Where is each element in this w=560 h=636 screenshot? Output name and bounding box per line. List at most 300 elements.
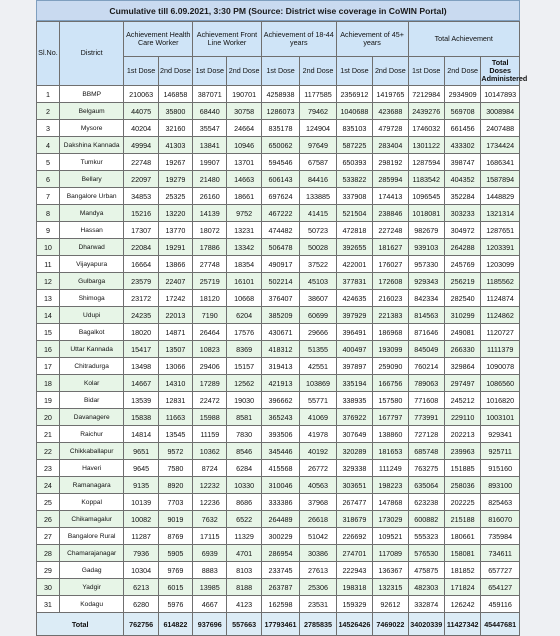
sl-no-cell: 3 bbox=[37, 120, 60, 137]
total-value-cell: 17793461 bbox=[261, 613, 300, 636]
value-cell: 13066 bbox=[158, 358, 192, 375]
value-cell: 41978 bbox=[300, 426, 336, 443]
value-cell: 10304 bbox=[124, 562, 158, 579]
value-cell: 226692 bbox=[336, 528, 372, 545]
value-cell: 8769 bbox=[158, 528, 192, 545]
value-cell: 424635 bbox=[336, 290, 372, 307]
value-cell: 4123 bbox=[227, 596, 261, 613]
value-cell: 929343 bbox=[408, 273, 444, 290]
value-cell: 594546 bbox=[261, 154, 300, 171]
value-cell: 871646 bbox=[408, 324, 444, 341]
value-cell: 202213 bbox=[444, 426, 480, 443]
value-cell: 25325 bbox=[158, 188, 192, 205]
value-cell: 44075 bbox=[124, 103, 158, 120]
table-row bbox=[37, 137, 520, 154]
value-cell: 404352 bbox=[444, 171, 480, 188]
header-dose2: 2nd Dose bbox=[300, 57, 336, 86]
value-cell: 337908 bbox=[336, 188, 372, 205]
value-cell: 482303 bbox=[408, 579, 444, 596]
value-cell: 773991 bbox=[408, 409, 444, 426]
value-cell: 45103 bbox=[300, 273, 336, 290]
value-cell: 335194 bbox=[336, 375, 372, 392]
value-cell: 22013 bbox=[158, 307, 192, 324]
value-cell: 13701 bbox=[227, 154, 261, 171]
header-dose1: 1st Dose bbox=[124, 57, 158, 86]
value-cell: 162598 bbox=[261, 596, 300, 613]
value-cell: 459116 bbox=[481, 596, 520, 613]
value-cell: 15838 bbox=[124, 409, 158, 426]
value-cell: 8188 bbox=[227, 579, 261, 596]
value-cell: 825463 bbox=[481, 494, 520, 511]
value-cell: 606143 bbox=[261, 171, 300, 188]
sl-no-cell: 13 bbox=[37, 290, 60, 307]
value-cell: 190701 bbox=[227, 86, 261, 103]
value-cell: 167797 bbox=[373, 409, 408, 426]
value-cell: 915160 bbox=[481, 460, 520, 477]
value-cell: 398747 bbox=[444, 154, 480, 171]
district-cell: Belgaum bbox=[59, 103, 124, 120]
table-row bbox=[37, 511, 520, 528]
sl-no-cell: 24 bbox=[37, 477, 60, 494]
value-cell: 1003101 bbox=[481, 409, 520, 426]
value-cell: 1287651 bbox=[481, 222, 520, 239]
value-cell: 2407488 bbox=[481, 120, 520, 137]
value-cell: 229110 bbox=[444, 409, 480, 426]
value-cell: 24664 bbox=[227, 120, 261, 137]
value-cell: 467222 bbox=[261, 205, 300, 222]
value-cell: 842334 bbox=[408, 290, 444, 307]
value-cell: 22748 bbox=[124, 154, 158, 171]
district-cell: Gadag bbox=[59, 562, 124, 579]
value-cell: 1287594 bbox=[408, 154, 444, 171]
table-row bbox=[37, 222, 520, 239]
value-cell: 23172 bbox=[124, 290, 158, 307]
district-cell: Davanagere bbox=[59, 409, 124, 426]
value-cell: 132315 bbox=[373, 579, 408, 596]
value-cell: 68440 bbox=[193, 103, 227, 120]
value-cell: 146858 bbox=[158, 86, 192, 103]
table-row bbox=[37, 324, 520, 341]
district-cell: Chikamagalur bbox=[59, 511, 124, 528]
table-row bbox=[37, 171, 520, 188]
value-cell: 37968 bbox=[300, 494, 336, 511]
value-cell: 198223 bbox=[373, 477, 408, 494]
value-cell: 10147893 bbox=[481, 86, 520, 103]
value-cell: 19907 bbox=[193, 154, 227, 171]
total-value-cell: 2785835 bbox=[300, 613, 336, 636]
value-cell: 18020 bbox=[124, 324, 158, 341]
value-cell: 12831 bbox=[158, 392, 192, 409]
table-row bbox=[37, 154, 520, 171]
value-cell: 136367 bbox=[373, 562, 408, 579]
sl-no-cell: 15 bbox=[37, 324, 60, 341]
value-cell: 21480 bbox=[193, 171, 227, 188]
value-cell: 22407 bbox=[158, 273, 192, 290]
value-cell: 171824 bbox=[444, 579, 480, 596]
value-cell: 55771 bbox=[300, 392, 336, 409]
value-cell: 51042 bbox=[300, 528, 336, 545]
value-cell: 245769 bbox=[444, 256, 480, 273]
district-cell: Mysore bbox=[59, 120, 124, 137]
value-cell: 27613 bbox=[300, 562, 336, 579]
table-row bbox=[37, 409, 520, 426]
value-cell: 318679 bbox=[336, 511, 372, 528]
value-cell: 10823 bbox=[193, 341, 227, 358]
value-cell: 3008984 bbox=[481, 103, 520, 120]
value-cell: 176027 bbox=[373, 256, 408, 273]
value-cell: 735984 bbox=[481, 528, 520, 545]
value-cell: 14663 bbox=[227, 171, 261, 188]
value-cell: 181852 bbox=[444, 562, 480, 579]
value-cell: 9135 bbox=[124, 477, 158, 494]
value-cell: 193099 bbox=[373, 341, 408, 358]
value-cell: 14667 bbox=[124, 375, 158, 392]
value-cell: 49994 bbox=[124, 137, 158, 154]
district-cell: Bangalore Urban bbox=[59, 188, 124, 205]
district-cell: Kolar bbox=[59, 375, 124, 392]
sl-no-cell: 17 bbox=[37, 358, 60, 375]
value-cell: 475875 bbox=[408, 562, 444, 579]
value-cell: 400497 bbox=[336, 341, 372, 358]
value-cell: 506478 bbox=[261, 239, 300, 256]
value-cell: 18072 bbox=[193, 222, 227, 239]
value-cell: 472818 bbox=[336, 222, 372, 239]
value-cell: 151885 bbox=[444, 460, 480, 477]
value-cell: 22084 bbox=[124, 239, 158, 256]
value-cell: 249081 bbox=[444, 324, 480, 341]
value-cell: 264489 bbox=[261, 511, 300, 528]
value-cell: 1096545 bbox=[408, 188, 444, 205]
district-cell: Uttar Kannada bbox=[59, 341, 124, 358]
value-cell: 174413 bbox=[373, 188, 408, 205]
total-row bbox=[37, 613, 520, 636]
value-cell: 172608 bbox=[373, 273, 408, 290]
value-cell: 258036 bbox=[444, 477, 480, 494]
value-cell: 1086560 bbox=[481, 375, 520, 392]
total-value-cell: 614822 bbox=[158, 613, 192, 636]
value-cell: 415568 bbox=[261, 460, 300, 477]
value-cell: 138860 bbox=[373, 426, 408, 443]
value-cell: 41415 bbox=[300, 205, 336, 222]
value-cell: 2356912 bbox=[336, 86, 372, 103]
value-cell: 835103 bbox=[336, 120, 372, 137]
value-cell: 576530 bbox=[408, 545, 444, 562]
value-cell: 26160 bbox=[193, 188, 227, 205]
header-dose2: 2nd Dose bbox=[227, 57, 261, 86]
value-cell: 5976 bbox=[158, 596, 192, 613]
value-cell: 15988 bbox=[193, 409, 227, 426]
table-row bbox=[37, 545, 520, 562]
district-cell: Bellary bbox=[59, 171, 124, 188]
value-cell: 6284 bbox=[227, 460, 261, 477]
value-cell: 264288 bbox=[444, 239, 480, 256]
value-cell: 763275 bbox=[408, 460, 444, 477]
value-cell: 239963 bbox=[444, 443, 480, 460]
sl-no-cell: 9 bbox=[37, 222, 60, 239]
value-cell: 474482 bbox=[261, 222, 300, 239]
value-cell: 1587894 bbox=[481, 171, 520, 188]
value-cell: 345446 bbox=[261, 443, 300, 460]
value-cell: 1016820 bbox=[481, 392, 520, 409]
table-row bbox=[37, 358, 520, 375]
district-cell: Shimoga bbox=[59, 290, 124, 307]
table-row bbox=[37, 477, 520, 494]
value-cell: 332874 bbox=[408, 596, 444, 613]
value-cell: 490917 bbox=[261, 256, 300, 273]
value-cell: 1018081 bbox=[408, 205, 444, 222]
value-cell: 35800 bbox=[158, 103, 192, 120]
total-value-cell: 11427342 bbox=[444, 613, 480, 636]
table-row bbox=[37, 341, 520, 358]
header-dose2: 2nd Dose bbox=[158, 57, 192, 86]
sl-no-cell: 22 bbox=[37, 443, 60, 460]
sl-no-cell: 8 bbox=[37, 205, 60, 222]
value-cell: 760214 bbox=[408, 358, 444, 375]
value-cell: 18354 bbox=[227, 256, 261, 273]
sl-no-cell: 1 bbox=[37, 86, 60, 103]
value-cell: 245212 bbox=[444, 392, 480, 409]
value-cell: 10362 bbox=[193, 443, 227, 460]
value-cell: 1686341 bbox=[481, 154, 520, 171]
value-cell: 12562 bbox=[227, 375, 261, 392]
value-cell: 17115 bbox=[193, 528, 227, 545]
value-cell: 7190 bbox=[193, 307, 227, 324]
value-cell: 9769 bbox=[158, 562, 192, 579]
district-cell: Bidar bbox=[59, 392, 124, 409]
value-cell: 397929 bbox=[336, 307, 372, 324]
value-cell: 8369 bbox=[227, 341, 261, 358]
sl-no-cell: 10 bbox=[37, 239, 60, 256]
vaccination-table bbox=[36, 21, 528, 636]
value-cell: 37522 bbox=[300, 256, 336, 273]
value-cell: 286954 bbox=[261, 545, 300, 562]
value-cell: 727128 bbox=[408, 426, 444, 443]
sl-no-cell: 23 bbox=[37, 460, 60, 477]
value-cell: 12236 bbox=[193, 494, 227, 511]
total-value-cell: 762756 bbox=[124, 613, 158, 636]
total-value-cell: 937696 bbox=[193, 613, 227, 636]
header-district: District bbox=[59, 22, 124, 86]
value-cell: 166756 bbox=[373, 375, 408, 392]
value-cell: 40204 bbox=[124, 120, 158, 137]
table-row bbox=[37, 579, 520, 596]
value-cell: 92612 bbox=[373, 596, 408, 613]
value-cell: 42551 bbox=[300, 358, 336, 375]
value-cell: 661456 bbox=[444, 120, 480, 137]
value-cell: 25306 bbox=[300, 579, 336, 596]
value-cell: 19279 bbox=[158, 171, 192, 188]
value-cell: 109521 bbox=[373, 528, 408, 545]
value-cell: 6204 bbox=[227, 307, 261, 324]
value-cell: 1321314 bbox=[481, 205, 520, 222]
value-cell: 17289 bbox=[193, 375, 227, 392]
value-cell: 267477 bbox=[336, 494, 372, 511]
table-row bbox=[37, 392, 520, 409]
value-cell: 157580 bbox=[373, 392, 408, 409]
value-cell: 569708 bbox=[444, 103, 480, 120]
value-cell: 7936 bbox=[124, 545, 158, 562]
value-cell: 9019 bbox=[158, 511, 192, 528]
value-cell: 502214 bbox=[261, 273, 300, 290]
value-cell: 18120 bbox=[193, 290, 227, 307]
sl-no-cell: 20 bbox=[37, 409, 60, 426]
value-cell: 133885 bbox=[300, 188, 336, 205]
value-cell: 1448829 bbox=[481, 188, 520, 205]
value-cell: 19291 bbox=[158, 239, 192, 256]
district-cell: Chitradurga bbox=[59, 358, 124, 375]
district-cell: Chikkaballapur bbox=[59, 443, 124, 460]
value-cell: 1419765 bbox=[373, 86, 408, 103]
value-cell: 29666 bbox=[300, 324, 336, 341]
value-cell: 7580 bbox=[158, 460, 192, 477]
value-cell: 215188 bbox=[444, 511, 480, 528]
value-cell: 6280 bbox=[124, 596, 158, 613]
district-cell: Koppal bbox=[59, 494, 124, 511]
table-row bbox=[37, 426, 520, 443]
value-cell: 298192 bbox=[373, 154, 408, 171]
value-cell: 8686 bbox=[227, 494, 261, 511]
value-cell: 50723 bbox=[300, 222, 336, 239]
sl-no-cell: 30 bbox=[37, 579, 60, 596]
sl-no-cell: 19 bbox=[37, 392, 60, 409]
value-cell: 6015 bbox=[158, 579, 192, 596]
value-cell: 307649 bbox=[336, 426, 372, 443]
value-cell: 1177585 bbox=[300, 86, 336, 103]
value-cell: 1120727 bbox=[481, 324, 520, 341]
value-cell: 9752 bbox=[227, 205, 261, 222]
sl-no-cell: 11 bbox=[37, 256, 60, 273]
value-cell: 13866 bbox=[158, 256, 192, 273]
table-row bbox=[37, 103, 520, 120]
value-cell: 654127 bbox=[481, 579, 520, 596]
value-cell: 1203391 bbox=[481, 239, 520, 256]
table-row bbox=[37, 239, 520, 256]
total-value-cell: 557663 bbox=[227, 613, 261, 636]
value-cell: 11329 bbox=[227, 528, 261, 545]
value-cell: 10330 bbox=[227, 477, 261, 494]
total-value-cell: 14526426 bbox=[336, 613, 372, 636]
value-cell: 40563 bbox=[300, 477, 336, 494]
value-cell: 227248 bbox=[373, 222, 408, 239]
value-cell: 657727 bbox=[481, 562, 520, 579]
value-cell: 7703 bbox=[158, 494, 192, 511]
value-cell: 387071 bbox=[193, 86, 227, 103]
value-cell: 392655 bbox=[336, 239, 372, 256]
value-cell: 13231 bbox=[227, 222, 261, 239]
value-cell: 79462 bbox=[300, 103, 336, 120]
sl-no-cell: 18 bbox=[37, 375, 60, 392]
value-cell: 13545 bbox=[158, 426, 192, 443]
value-cell: 310299 bbox=[444, 307, 480, 324]
sl-no-cell: 12 bbox=[37, 273, 60, 290]
value-cell: 2439276 bbox=[408, 103, 444, 120]
value-cell: 1301122 bbox=[408, 137, 444, 154]
sl-no-cell: 2 bbox=[37, 103, 60, 120]
header-dose1: 1st Dose bbox=[408, 57, 444, 86]
value-cell: 181627 bbox=[373, 239, 408, 256]
value-cell: 14310 bbox=[158, 375, 192, 392]
value-cell: 210063 bbox=[124, 86, 158, 103]
value-cell: 338935 bbox=[336, 392, 372, 409]
header-dose2: 2nd Dose bbox=[444, 57, 480, 86]
value-cell: 600882 bbox=[408, 511, 444, 528]
value-cell: 376407 bbox=[261, 290, 300, 307]
value-cell: 929341 bbox=[481, 426, 520, 443]
value-cell: 8920 bbox=[158, 477, 192, 494]
value-cell: 103869 bbox=[300, 375, 336, 392]
district-cell: Chamarajanagar bbox=[59, 545, 124, 562]
value-cell: 14871 bbox=[158, 324, 192, 341]
value-cell: 6939 bbox=[193, 545, 227, 562]
value-cell: 25719 bbox=[193, 273, 227, 290]
value-cell: 19267 bbox=[158, 154, 192, 171]
value-cell: 10139 bbox=[124, 494, 158, 511]
sl-no-cell: 7 bbox=[37, 188, 60, 205]
value-cell: 32160 bbox=[158, 120, 192, 137]
value-cell: 7212984 bbox=[408, 86, 444, 103]
value-cell: 1183542 bbox=[408, 171, 444, 188]
value-cell: 238846 bbox=[373, 205, 408, 222]
value-cell: 1111379 bbox=[481, 341, 520, 358]
table-row bbox=[37, 120, 520, 137]
value-cell: 1746032 bbox=[408, 120, 444, 137]
header-front-line-worker: Achievement Front Line Worker bbox=[193, 22, 262, 57]
value-cell: 303651 bbox=[336, 477, 372, 494]
value-cell: 12232 bbox=[193, 477, 227, 494]
value-cell: 4258938 bbox=[261, 86, 300, 103]
value-cell: 8883 bbox=[193, 562, 227, 579]
value-cell: 35547 bbox=[193, 120, 227, 137]
district-cell: BBMP bbox=[59, 86, 124, 103]
value-cell: 635064 bbox=[408, 477, 444, 494]
value-cell: 423688 bbox=[373, 103, 408, 120]
value-cell: 126242 bbox=[444, 596, 480, 613]
value-cell: 256219 bbox=[444, 273, 480, 290]
value-cell: 623238 bbox=[408, 494, 444, 511]
value-cell: 1286073 bbox=[261, 103, 300, 120]
district-cell: Haveri bbox=[59, 460, 124, 477]
value-cell: 329864 bbox=[444, 358, 480, 375]
table-row bbox=[37, 290, 520, 307]
district-cell: Bangalore Rural bbox=[59, 528, 124, 545]
value-cell: 8581 bbox=[227, 409, 261, 426]
value-cell: 30758 bbox=[227, 103, 261, 120]
value-cell: 19030 bbox=[227, 392, 261, 409]
value-cell: 13220 bbox=[158, 205, 192, 222]
value-cell: 697624 bbox=[261, 188, 300, 205]
value-cell: 320289 bbox=[336, 443, 372, 460]
value-cell: 5905 bbox=[158, 545, 192, 562]
value-cell: 1734424 bbox=[481, 137, 520, 154]
value-cell: 283404 bbox=[373, 137, 408, 154]
value-cell: 147868 bbox=[373, 494, 408, 511]
value-cell: 7632 bbox=[193, 511, 227, 528]
value-cell: 650393 bbox=[336, 154, 372, 171]
value-cell: 957330 bbox=[408, 256, 444, 273]
value-cell: 233745 bbox=[261, 562, 300, 579]
district-cell: Yadgir bbox=[59, 579, 124, 596]
value-cell: 117089 bbox=[373, 545, 408, 562]
value-cell: 1124862 bbox=[481, 307, 520, 324]
value-cell: 285994 bbox=[373, 171, 408, 188]
value-cell: 8103 bbox=[227, 562, 261, 579]
sl-no-cell: 16 bbox=[37, 341, 60, 358]
value-cell: 158081 bbox=[444, 545, 480, 562]
sl-no-cell: 29 bbox=[37, 562, 60, 579]
value-cell: 685748 bbox=[408, 443, 444, 460]
header-total-achievement: Total Achievement bbox=[408, 22, 519, 57]
sl-no-cell: 5 bbox=[37, 154, 60, 171]
